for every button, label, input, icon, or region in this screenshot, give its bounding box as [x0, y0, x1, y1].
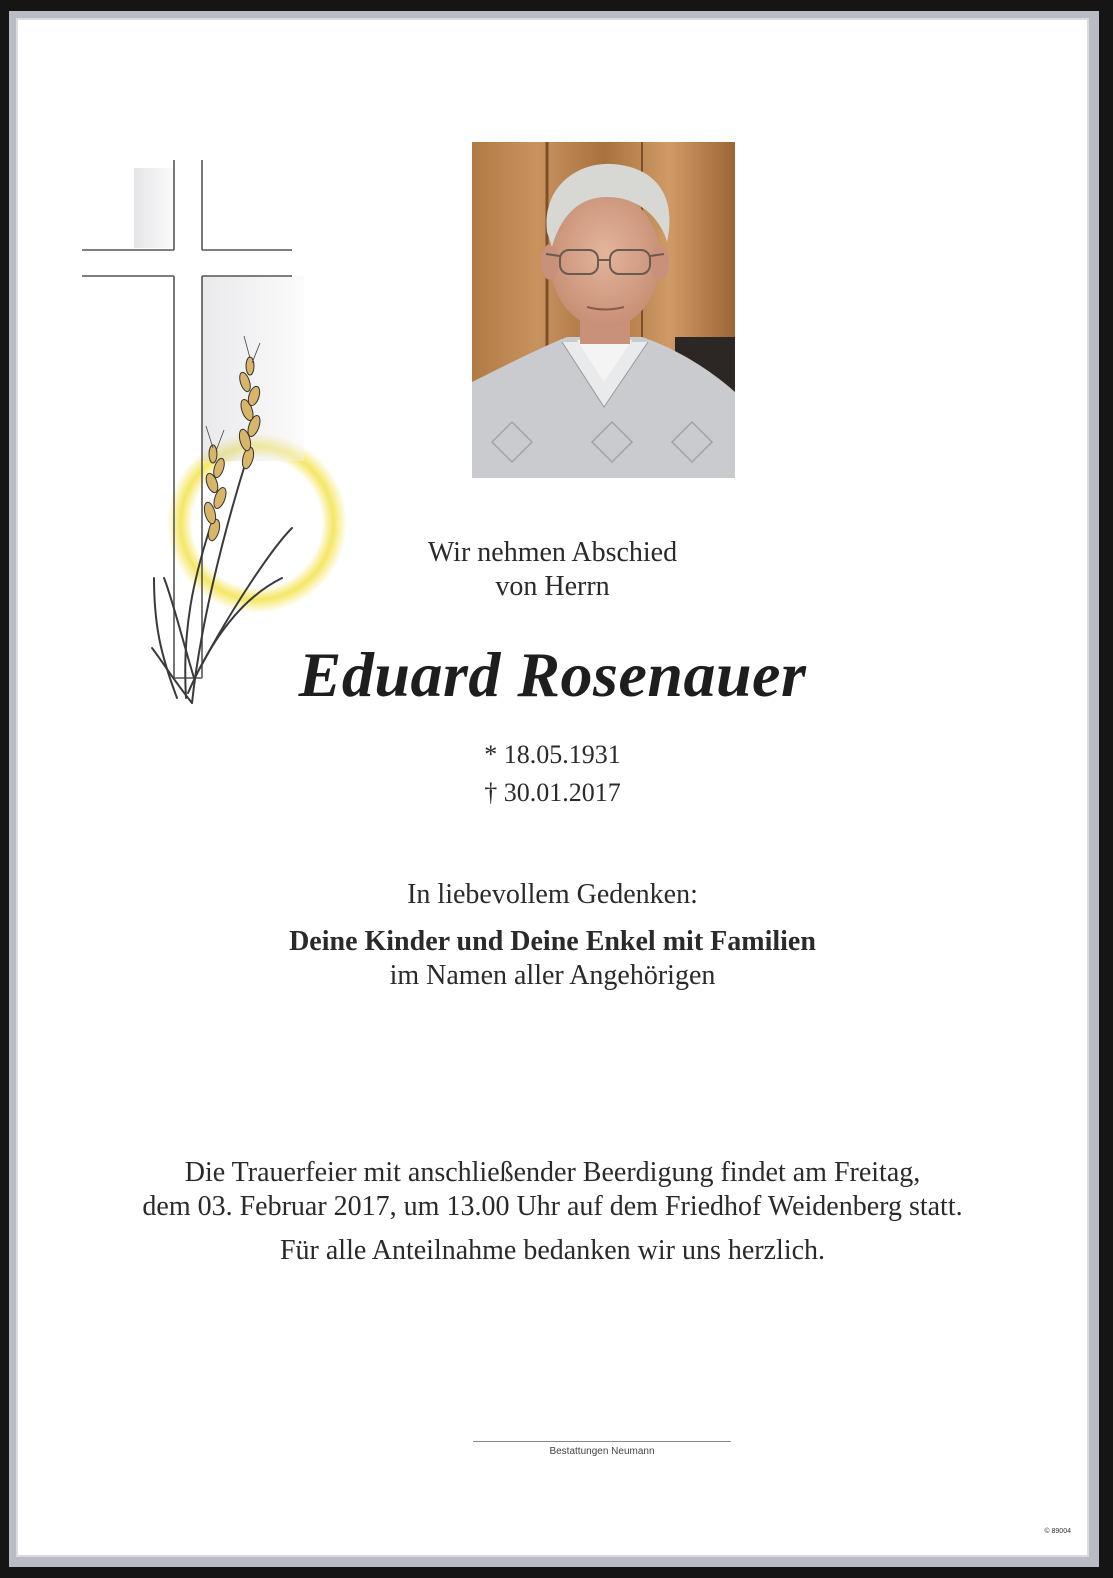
footer-divider	[473, 1441, 731, 1442]
memory-heading: In liebevollem Gedenken:	[407, 879, 698, 910]
birth-date: * 18.05.1931	[484, 740, 621, 769]
family-relatives: im Namen aller Angehörigen	[389, 960, 716, 991]
portrait-photo	[472, 142, 735, 478]
intro-line-2: von Herrn	[495, 571, 610, 602]
obituary-card	[16, 18, 1089, 1557]
thanks-text: Für alle Anteilnahme bedanken wir uns herzlich.	[279, 1235, 826, 1266]
death-date: † 30.01.2017	[484, 778, 621, 807]
life-dates	[16, 736, 1089, 812]
intro-line-1: Wir nehmen Abschied	[427, 537, 678, 568]
copyright-mark: © 89004	[1044, 1528, 1071, 1535]
family-block	[16, 925, 1089, 993]
family-names: Deine Kinder und Deine Enkel mit Familien	[289, 926, 816, 957]
intro-text	[16, 536, 1089, 604]
service-info	[16, 1156, 1089, 1224]
service-line-1: Die Trauerfeier mit anschließender Beerdigung findet am Freitag,	[184, 1157, 921, 1188]
cross-wheat-icon	[82, 158, 352, 718]
deceased-name: Eduard Rosenauer	[298, 639, 807, 710]
undertaker-name: Bestattungen Neumann	[549, 1446, 655, 1457]
service-line-2: dem 03. Februar 2017, um 13.00 Uhr auf dem Friedhof Weidenberg statt.	[142, 1191, 963, 1222]
